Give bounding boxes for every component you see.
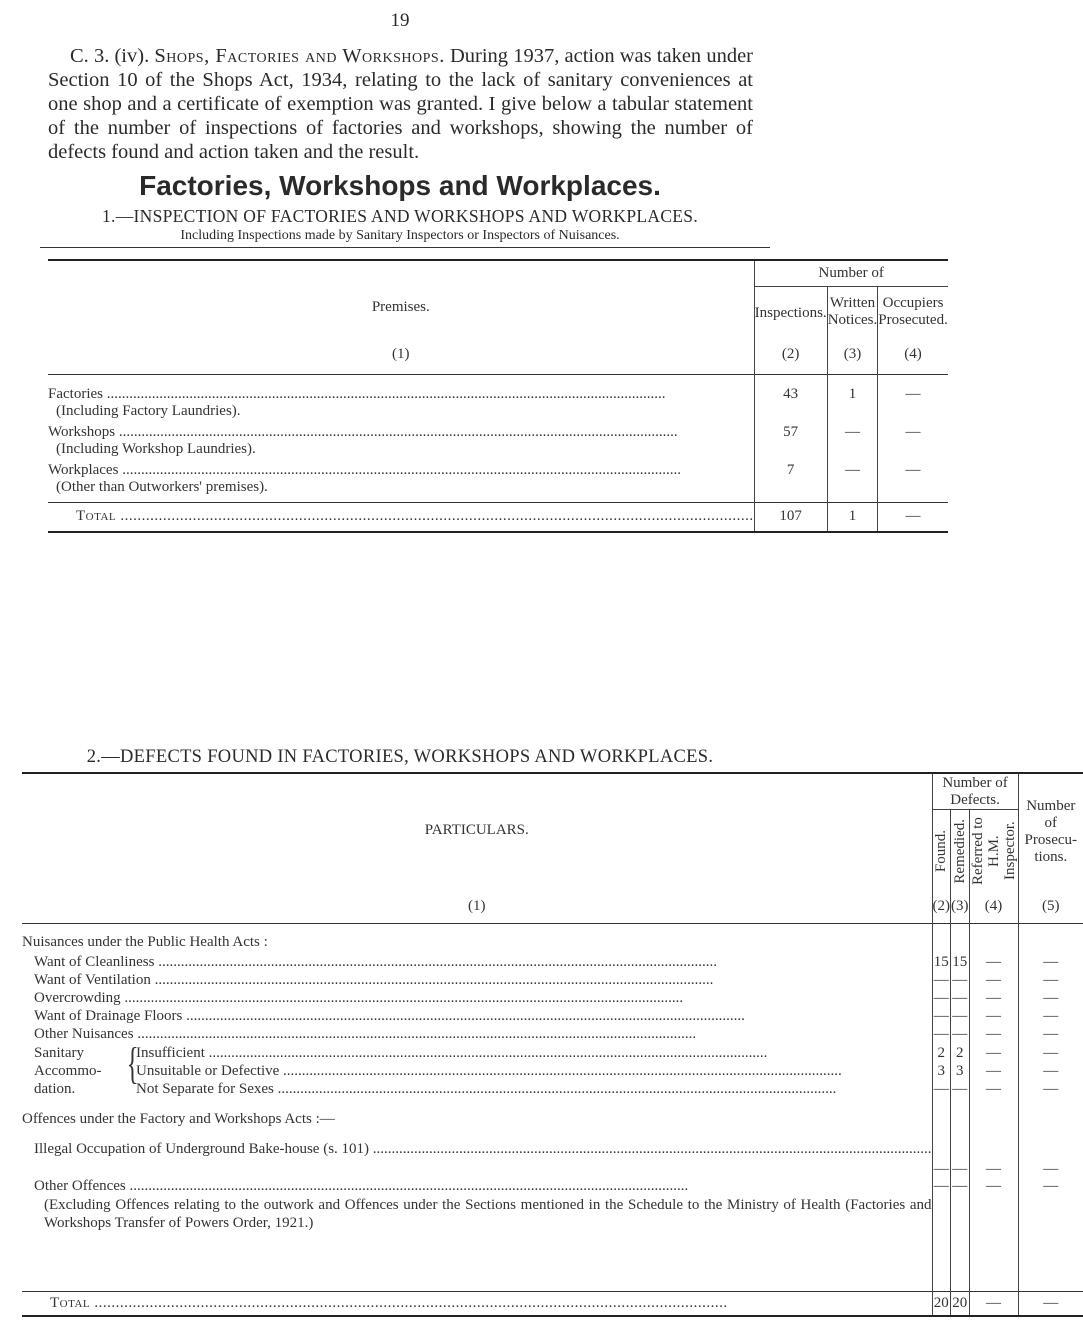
table-row: Other Nuisances ..... — — — — <box>22 1026 1083 1044</box>
sanitary-label: Sanitary Accommo- dation. <box>34 1044 102 1097</box>
inspection-table <box>48 259 948 533</box>
table-row: Overcrowding ..... — — — — <box>22 990 1083 1008</box>
intro-paragraph <box>48 44 753 164</box>
table-row: Want of Ventilation ..... — — — — <box>22 972 1083 990</box>
occupiers-prosecuted-header: Occupiers Prosecuted. <box>878 286 948 346</box>
intro-lead: C. 3. (iv). <box>70 45 150 67</box>
col3-number: (3) <box>827 346 878 374</box>
col5-number: (5) <box>1018 898 1083 924</box>
intro-text: During 1937, action was taken under Section 10 of the Shops Act, 1934, relating to the lack of sanitary conveniences at one shop and a certificate of exemption was granted. I give below a tabular statement of the number of inspections of factories and workshops, showing the number of defects found and action taken and the result. <box>48 45 753 163</box>
page-number: 19 <box>390 10 410 31</box>
defects-table <box>22 772 1083 1317</box>
table-row: Illegal Occupation of Underground Bake-house (s. 101) ..... — — — — <box>22 1140 1083 1178</box>
table-row: Workshops ..... (Including Workshop Laundries). 57 — — <box>48 424 948 462</box>
section2-heading: 2.—DEFECTS FOUND IN FACTORIES, WORKSHOPS AND WORKPLACES. <box>86 747 714 767</box>
main-heading: Factories, Workshops and Workplaces. <box>139 170 661 201</box>
table-row: Want of Drainage Floors ..... — — — — <box>22 1008 1083 1026</box>
excluding-note: (Excluding Offences relating to the outwork and Offences under the Sections mentioned in the Schedule to the Ministry of Health (Factories and Workshops Transfer of Powers Order, 1921.) <box>44 1196 932 1231</box>
col2-number: (2) <box>932 898 951 924</box>
number-of-header: Number of <box>754 260 948 286</box>
prosecutions-header: Number of Prosecu- tions. <box>1018 773 1083 898</box>
referred-header: Referred to H.M. Inspector. <box>969 810 1018 898</box>
nuisances-heading: Nuisances under the Public Health Acts : <box>22 934 268 950</box>
table-row: Want of Cleanliness ..... 15 15 — — <box>22 954 1083 972</box>
col1-number: (1) <box>468 897 486 914</box>
found-header: Found. <box>932 810 951 898</box>
table-row: Factories ..... (Including Factory Laundries). 43 1 — <box>48 386 948 424</box>
sanitary-group: Sanitary Accommo- dation. { Insufficient ..... Unsuitable or Defective ..... Not Separate for Sexes ..... 2 3 — 2 3 — — — — — — — <box>22 1044 1083 1100</box>
table-row: Other Offences ..... — — — — <box>22 1178 1083 1196</box>
offences-heading: Offences under the Factory and Workshops Acts :— <box>22 1110 335 1127</box>
table-row: Workplaces ..... (Other than Outworkers' premises). 7 — — <box>48 462 948 502</box>
section1-subheading: Including Inspections made by Sanitary Inspectors or Inspectors of Nuisances. <box>180 228 620 243</box>
total-row: Total ..... 20 20 — — <box>22 1292 1083 1316</box>
section1-underline <box>40 247 770 248</box>
particulars-header: PARTICULARS. <box>424 822 529 838</box>
intro-heading: Shops, Factories and Workshops. <box>154 45 445 67</box>
premises-header: Premises. <box>371 299 430 315</box>
total-row: Total ..... 107 1 — <box>48 502 948 532</box>
col1-number: (1) <box>392 346 410 362</box>
written-notices-header: Written Notices. <box>827 286 878 346</box>
remedied-header: Remedied. <box>951 810 970 898</box>
col4-number: (4) <box>878 346 948 374</box>
brace-icon: { <box>126 1038 139 1088</box>
inspections-header: Inspections. <box>754 286 827 346</box>
col2-number: (2) <box>754 346 827 374</box>
number-of-defects-header: Number of Defects. <box>932 773 1018 810</box>
col3-number: (3) <box>951 898 970 924</box>
col4-number: (4) <box>969 898 1018 924</box>
section1-heading: 1.—INSPECTION OF FACTORIES AND WORKSHOPS AND WORKPLACES. <box>101 206 698 226</box>
